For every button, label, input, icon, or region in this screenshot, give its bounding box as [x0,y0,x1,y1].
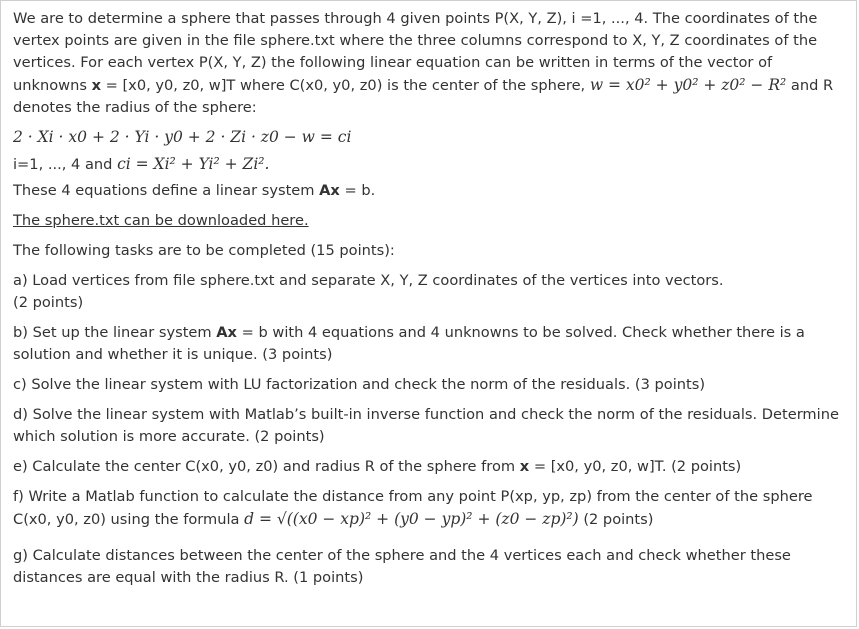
task-c: c) Solve the linear system with LU factorization and check the norm of the residuals. (3 points) [13,376,706,393]
task-b-ax: Ax [216,324,237,341]
task-a [13,270,845,314]
task-a-text: a) Load vertices from file sphere.txt and separate X, Y, Z coordinates of the vertices into vectors. [13,272,724,289]
task-b-post: with 4 equations and 4 unknowns to be solved. Check whether there is a solution and whether it is unique. (3 points) [13,324,805,363]
main-equation: 2 · Xi · x0 + 2 · Yi · y0 + 2 · Zi · z0 − w = ci [13,128,352,146]
tasks-intro: The following tasks are to be completed (15 points): [13,242,395,259]
ci-formula: ci = Xi² + Yi² + Zi². [117,155,270,173]
task-b-pre: b) Set up the linear system [13,324,212,341]
task-d: d) Solve the linear system with Matlab’s built-in inverse function and check the norm of the residuals. Determine which solution is more accurate. (2 points) [13,406,839,445]
task-b [13,322,845,366]
w-formula: w = x0² + y0² + z0² − R² [589,76,787,94]
task-b-eq: = b [241,324,268,341]
task-a-points: (2 points) [13,294,84,311]
main-equation-line [13,125,845,149]
radius-text: and R denotes the radius of the sphere: [13,77,834,116]
index-range: i=1, ..., 4 and [13,156,113,173]
system-text: These 4 equations define a linear system [13,182,315,199]
task-e-pre: e) Calculate the center C(x0, y0, z0) and radius R of the sphere from [13,458,516,475]
where-text: where C(x0, y0, z0) is the center of the sphere, [240,77,586,94]
ci-definition-line [13,153,845,176]
document-body [13,8,845,589]
distance-formula: d = √((x0 − xp)² + (y0 − yp)² + (z0 − zp)²) [244,510,579,528]
unknowns-vector: = [x0, y0, z0, w]T [105,77,236,94]
task-g: g) Calculate distances between the center of the sphere and the 4 vertices each and check whether these distances are equal with the radius R. (1 points) [13,547,791,586]
unknowns-symbol: x [91,77,101,94]
intro-text: We are to determine a sphere that passes through 4 given points P(X, Y, Z), i =1, ..., 4. The coordinates of the vertex points are given in the file sphere.txt where the three columns correspond to X, Y, Z coordinates of the vertices. For each vertex P(X, Y, Z) the following linear equation can be written in terms of the vector of unknowns [13,10,818,94]
download-line [13,210,845,232]
task-f [13,486,845,531]
task-f-pre: f) Write a Matlab function to calculate the distance from any point P(xp, yp, zp) from the center of the sphere C(x0, y0, z0) using the formula [13,488,813,528]
download-link[interactable]: The sphere.txt can be downloaded here. [13,212,309,229]
system-ax: Ax [319,182,340,199]
system-rest: = b. [344,182,376,199]
task-e-x: x [519,458,530,475]
task-e [13,456,845,478]
system-line [13,180,845,202]
task-f-points: (2 points) [583,511,654,528]
task-e-post: = [x0, y0, z0, w]T. (2 points) [533,458,742,475]
intro-paragraph [13,8,845,119]
